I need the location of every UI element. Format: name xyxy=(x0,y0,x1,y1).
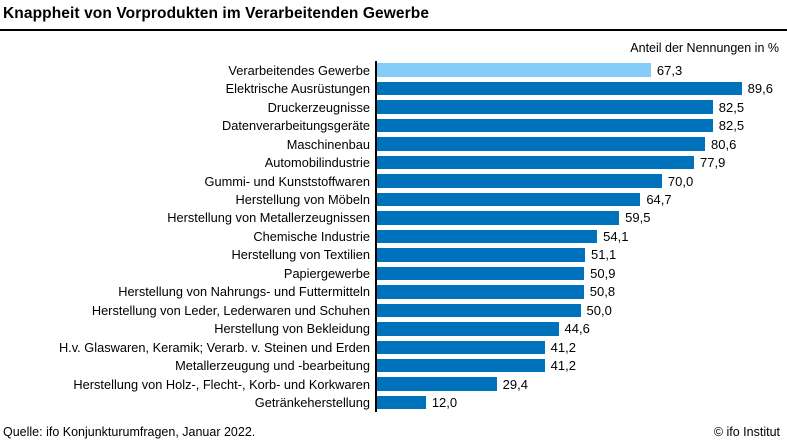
category-label: Gummi- und Kunststoffwaren xyxy=(204,173,370,189)
value-label: 51,1 xyxy=(590,247,617,263)
bar-row xyxy=(0,209,787,227)
bar xyxy=(377,359,545,373)
bar-row xyxy=(0,375,787,393)
bar xyxy=(377,341,545,355)
value-label: 70,0 xyxy=(667,173,694,189)
value-label: 12,0 xyxy=(431,395,458,411)
bar-row xyxy=(0,61,787,79)
bar-row xyxy=(0,135,787,153)
value-label: 89,6 xyxy=(747,81,773,97)
category-label: Chemische Industrie xyxy=(253,228,370,244)
bar-zone xyxy=(375,79,787,97)
bar xyxy=(377,396,426,410)
value-label: 64,7 xyxy=(646,192,672,208)
bar xyxy=(377,267,584,281)
bar xyxy=(377,174,662,188)
category-label: Herstellung von Bekleidung xyxy=(214,321,370,337)
bar-row xyxy=(0,116,787,134)
category-label: Elektrische Ausrüstungen xyxy=(225,81,370,97)
copyright-note: © ifo Institut xyxy=(713,425,780,439)
category-label: H.v. Glaswaren, Keramik; Verarb. v. Steinen und Erden xyxy=(58,339,370,355)
category-label: Druckerzeugnisse xyxy=(267,99,370,115)
bar xyxy=(377,100,713,114)
footer xyxy=(3,425,780,439)
value-label: 29,4 xyxy=(502,376,528,392)
bar-row xyxy=(0,320,787,338)
bar-row xyxy=(0,246,787,264)
bar-zone xyxy=(375,301,787,319)
value-label: 41,2 xyxy=(550,339,576,355)
category-label: Datenverarbeitungsgeräte xyxy=(222,118,370,134)
value-label: 54,1 xyxy=(603,228,629,244)
category-label: Herstellung von Metallerzeugnissen xyxy=(167,210,370,226)
value-label: 80,6 xyxy=(711,136,737,152)
chart-title: Knappheit von Vorprodukten im Verarbeitenden Gewerbe xyxy=(3,5,430,22)
bar xyxy=(377,193,640,207)
value-label: 59,5 xyxy=(625,210,651,226)
bar-zone xyxy=(375,153,787,171)
bar xyxy=(377,230,597,244)
bar-zone xyxy=(375,190,787,208)
bar-zone xyxy=(375,246,787,264)
bar-zone xyxy=(375,338,787,356)
bar-row xyxy=(0,153,787,171)
bar-zone xyxy=(375,116,787,134)
bar-row xyxy=(0,98,787,116)
bar-zone xyxy=(375,98,787,116)
bar xyxy=(377,322,559,336)
bar-row xyxy=(0,301,787,319)
category-label: Herstellung von Holz-, Flecht-, Korb- und Korkwaren xyxy=(73,376,370,392)
title-rule xyxy=(0,29,787,31)
bar-zone xyxy=(375,283,787,301)
category-label: Herstellung von Textilien xyxy=(231,247,370,263)
bar-highlighted xyxy=(377,63,651,77)
plot-area xyxy=(0,61,787,412)
bar xyxy=(377,285,584,299)
category-label: Getränkeherstellung xyxy=(254,395,370,411)
value-label: 67,3 xyxy=(656,62,683,78)
category-label: Verarbeitendes Gewerbe xyxy=(228,62,370,78)
bar-zone xyxy=(375,264,787,282)
bar-row xyxy=(0,190,787,208)
category-label: Maschinenbau xyxy=(286,136,370,152)
value-label: 41,2 xyxy=(550,358,576,374)
bar xyxy=(377,156,694,170)
category-label: Automobilindustrie xyxy=(264,155,370,171)
bar-zone xyxy=(375,61,787,79)
value-label: 50,8 xyxy=(589,284,616,300)
value-label: 77,9 xyxy=(700,155,726,171)
bar xyxy=(377,211,619,225)
bar-zone xyxy=(375,320,787,338)
value-label: 82,5 xyxy=(718,118,745,134)
bar-row xyxy=(0,357,787,375)
bar-zone xyxy=(375,172,787,190)
bar xyxy=(377,119,713,133)
bar-zone xyxy=(375,227,787,245)
bar xyxy=(377,248,585,262)
bar-row xyxy=(0,79,787,97)
category-label: Metallerzeugung und -bearbeitung xyxy=(175,358,370,374)
value-label: 82,5 xyxy=(718,99,745,115)
category-label: Herstellung von Möbeln xyxy=(235,192,370,208)
bar xyxy=(377,82,742,96)
bar xyxy=(377,377,497,391)
bar-zone xyxy=(375,357,787,375)
bar-row xyxy=(0,338,787,356)
value-label: 44,6 xyxy=(564,321,590,337)
source-note: Quelle: ifo Konjunkturumfragen, Januar 2022. xyxy=(3,425,256,439)
bar-row xyxy=(0,227,787,245)
category-label: Herstellung von Leder, Lederwaren und Schuhen xyxy=(91,302,370,318)
bar xyxy=(377,137,705,151)
bar-zone xyxy=(375,209,787,227)
bar xyxy=(377,304,581,318)
bar-row xyxy=(0,393,787,411)
value-label: 50,9 xyxy=(590,265,616,281)
bar-zone xyxy=(375,135,787,153)
bar-row xyxy=(0,264,787,282)
bar-row xyxy=(0,172,787,190)
bar-zone xyxy=(375,393,787,411)
category-label: Papiergewerbe xyxy=(283,265,370,281)
bar-zone xyxy=(375,375,787,393)
axis-unit-label: Anteil der Nennungen in % xyxy=(630,41,779,55)
category-label: Herstellung von Nahrungs- und Futtermitteln xyxy=(118,284,370,300)
value-label: 50,0 xyxy=(586,302,612,318)
bar-row xyxy=(0,283,787,301)
